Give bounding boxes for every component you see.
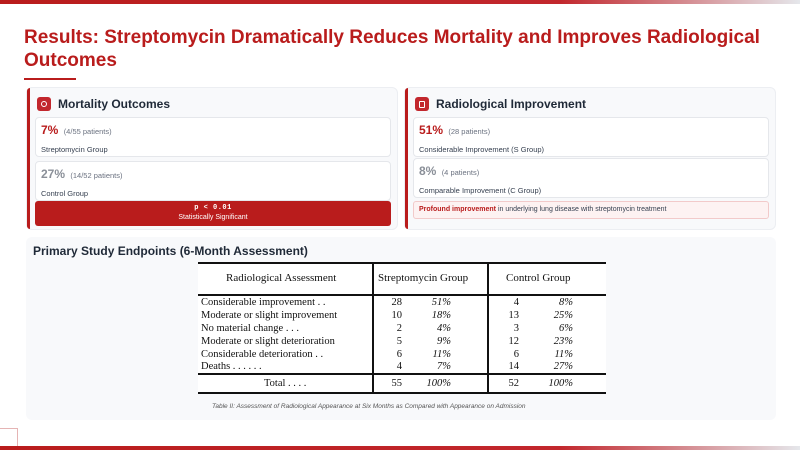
stat-note: (14/52 patients) bbox=[70, 171, 123, 180]
stat-label: Control Group bbox=[41, 189, 89, 198]
stat-value: 51% bbox=[419, 123, 444, 137]
cell: 14 bbox=[508, 361, 519, 372]
row-label: Moderate or slight improvement bbox=[201, 310, 338, 321]
results-table-image bbox=[198, 262, 606, 394]
cell: 55 bbox=[391, 378, 402, 389]
panel-accent bbox=[27, 88, 30, 229]
improvement-note bbox=[413, 201, 769, 219]
cell: 6 bbox=[396, 349, 402, 360]
page-title: Results: Streptomycin Dramatically Reduces Mortality and Improves Radiological Outcomes bbox=[24, 27, 760, 71]
cell: 7% bbox=[437, 361, 451, 372]
corner-mark bbox=[0, 428, 18, 446]
cell: 9% bbox=[437, 336, 451, 347]
cell: 23% bbox=[553, 336, 573, 347]
table-header: Streptomycin Group bbox=[378, 272, 469, 284]
cell: 11% bbox=[432, 349, 451, 360]
stat-note: (4 patients) bbox=[441, 168, 480, 177]
cell: 12 bbox=[508, 336, 519, 347]
table-row bbox=[198, 335, 606, 348]
cell: 11% bbox=[554, 349, 573, 360]
cell: 28 bbox=[391, 297, 402, 308]
cell: 3 bbox=[513, 323, 519, 334]
radiological-panel bbox=[404, 87, 776, 230]
table-row bbox=[198, 360, 606, 373]
significance-label: Statistically Significant bbox=[178, 214, 248, 221]
table-row bbox=[198, 296, 606, 309]
cell: 2 bbox=[396, 323, 402, 334]
stat-label: Streptomycin Group bbox=[41, 145, 108, 154]
row-label: Considerable improvement . . bbox=[201, 297, 326, 308]
section-title: Primary Study Endpoints (6-Month Assessment) bbox=[33, 244, 308, 258]
cell: 4 bbox=[513, 297, 519, 308]
bottom-accent-bar bbox=[0, 446, 800, 450]
stat-note: (28 patients) bbox=[448, 127, 491, 136]
p-value: p < 0.01 bbox=[194, 204, 232, 212]
cell: 18% bbox=[431, 310, 451, 321]
top-accent-bar bbox=[0, 0, 800, 4]
table-caption: Table II: Assessment of Radiological Appearance at Six Months as Compared with Appearance on Admission bbox=[212, 403, 526, 410]
cell: 6% bbox=[559, 323, 573, 334]
document-icon bbox=[415, 97, 429, 111]
title-underline bbox=[24, 78, 76, 80]
panel-header bbox=[415, 95, 586, 113]
cell: 4 bbox=[396, 361, 402, 372]
row-label: No material change . . . bbox=[201, 323, 299, 334]
panel-accent bbox=[405, 88, 408, 229]
cell: 100% bbox=[548, 378, 573, 389]
s-group-card bbox=[413, 117, 769, 157]
cell: 27% bbox=[553, 361, 573, 372]
cell: 6 bbox=[513, 349, 519, 360]
target-icon bbox=[37, 97, 51, 111]
cell: 25% bbox=[553, 310, 573, 321]
streptomycin-mortality-card bbox=[35, 117, 391, 157]
panel-title: Mortality Outcomes bbox=[58, 97, 171, 111]
cell: 10 bbox=[391, 310, 402, 321]
stat-note: (4/55 patients) bbox=[63, 127, 112, 136]
cell: 51% bbox=[431, 297, 451, 308]
panel-title: Radiological Improvement bbox=[436, 97, 587, 111]
row-label: Deaths . . . . . . bbox=[201, 361, 262, 372]
table-header: Control Group bbox=[506, 272, 571, 284]
cell: 4% bbox=[437, 323, 451, 334]
control-mortality-card bbox=[35, 161, 391, 201]
cell: 52 bbox=[508, 378, 519, 389]
mortality-panel bbox=[26, 87, 398, 230]
row-label: Considerable deterioration . . bbox=[201, 349, 324, 360]
c-group-card bbox=[413, 158, 769, 198]
row-label: Moderate or slight deterioration bbox=[201, 336, 335, 347]
cell: 100% bbox=[426, 378, 451, 389]
row-label: Total . . . . bbox=[264, 378, 307, 389]
table-header: Radiological Assessment bbox=[226, 272, 337, 284]
stat-value: 8% bbox=[419, 164, 437, 178]
stat-label: Considerable Improvement (S Group) bbox=[419, 145, 545, 154]
significance-banner bbox=[35, 201, 391, 226]
endpoints-section bbox=[26, 237, 776, 420]
stat-value: 27% bbox=[41, 167, 66, 181]
stat-label: Comparable Improvement (C Group) bbox=[419, 186, 542, 195]
table-row bbox=[198, 309, 606, 322]
cell: 5 bbox=[396, 336, 402, 347]
cell: 13 bbox=[508, 310, 519, 321]
table-row bbox=[198, 322, 606, 335]
stat-value: 7% bbox=[41, 123, 59, 137]
cell: 8% bbox=[559, 297, 573, 308]
note-emphasis: Profound improvement bbox=[419, 206, 497, 213]
note-text: in underlying lung disease with streptomycin treatment bbox=[496, 206, 667, 213]
panel-header bbox=[37, 95, 170, 113]
table-total-row bbox=[198, 377, 606, 390]
